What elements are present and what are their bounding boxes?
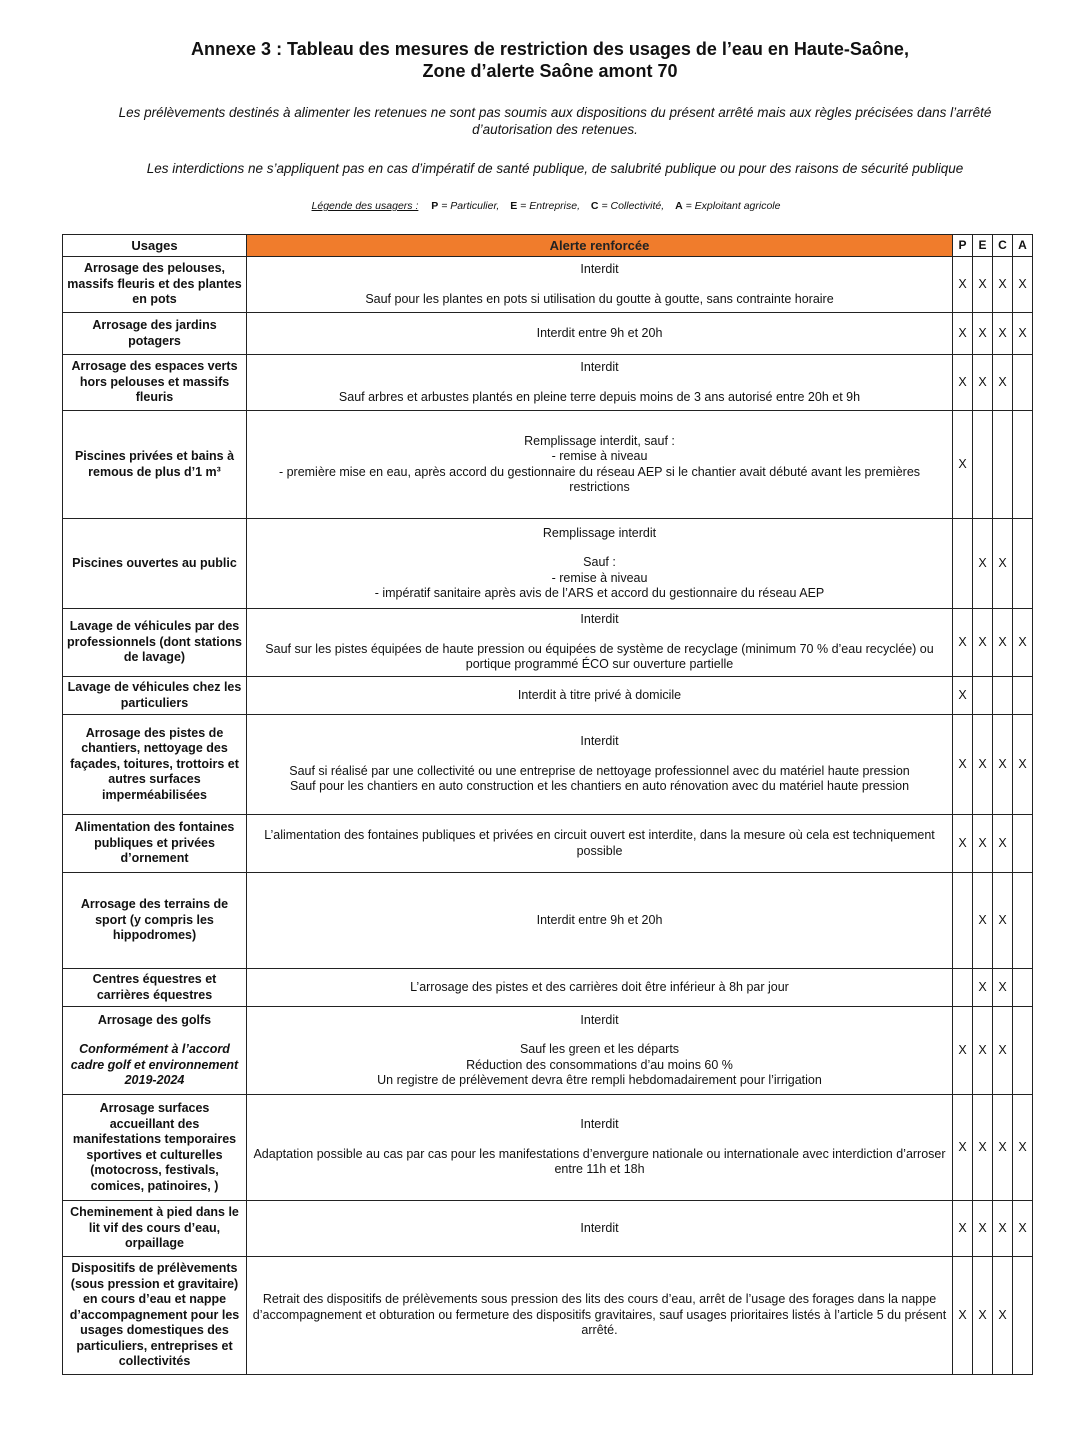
- mark-e: X: [973, 257, 993, 313]
- legend-item-collectivite: C = Collectivité,: [590, 200, 665, 212]
- usage-cell: Arrosage des espaces verts hors pelouses et massifs fleuris: [63, 355, 247, 411]
- mark-c: X: [993, 969, 1013, 1007]
- measure-line: Interdit: [580, 360, 619, 374]
- mark-p: X: [953, 1007, 973, 1095]
- mark-a: X: [1013, 313, 1033, 355]
- usage-cell: Piscines privées et bains à remous de plus d’1 m³: [63, 411, 247, 519]
- header-usages: Usages: [63, 235, 247, 257]
- usage-cell: Arrosage des pelouses, massifs fleuris et des plantes en pots: [63, 257, 247, 313]
- mark-e: X: [973, 969, 993, 1007]
- mark-p: X: [953, 1095, 973, 1201]
- mark-p: X: [953, 609, 973, 677]
- mark-c: [993, 677, 1013, 715]
- usage-cell: Lavage de véhicules par des professionnels (dont stations de lavage): [63, 609, 247, 677]
- table-row: [63, 355, 1033, 411]
- title-line-1: Annexe 3 : Tableau des mesures de restriction des usages de l’eau en Haute-Saône,: [191, 39, 909, 59]
- table-header-row: [63, 235, 1033, 257]
- restrictions-table: [62, 234, 1033, 1375]
- mark-a: [1013, 519, 1033, 609]
- mark-p: X: [953, 1257, 973, 1375]
- mark-e: [973, 411, 993, 519]
- measure-cell: [247, 715, 953, 815]
- legend-item-exploitant: A = Exploitant agricole: [675, 200, 781, 212]
- measure-line: Sauf arbres et arbustes plantés en pleine terre depuis moins de 3 ans autorisé entre 20h et 9h: [338, 389, 861, 404]
- mark-e: X: [973, 1201, 993, 1257]
- header-alerte-renforcee: Alerte renforcée: [247, 235, 953, 257]
- header-c: C: [993, 235, 1013, 257]
- page-title: [100, 38, 1000, 82]
- usage-cell: Cheminement à pied dans le lit vif des cours d’eau, orpaillage: [63, 1201, 247, 1257]
- mark-a: X: [1013, 609, 1033, 677]
- usage-cell: Piscines ouvertes au public: [63, 519, 247, 609]
- mark-c: X: [993, 519, 1013, 609]
- usage-cell: Arrosage surfaces accueillant des manifestations temporaires sportives et culturelles (motocross, festivals, comices, patinoires, ): [63, 1095, 247, 1201]
- measure-line: Réduction des consommations d’au moins 60 %: [466, 1057, 733, 1072]
- mark-c: X: [993, 313, 1013, 355]
- table-row: [63, 873, 1033, 969]
- mark-a: [1013, 873, 1033, 969]
- mark-e: X: [973, 355, 993, 411]
- mark-p: [953, 519, 973, 609]
- mark-c: X: [993, 873, 1013, 969]
- measure-cell: [247, 969, 953, 1007]
- table-row: [63, 411, 1033, 519]
- usage-cell: Alimentation des fontaines publiques et privées d’ornement: [63, 815, 247, 873]
- measure-line: - impératif sanitaire après avis de l’ARS et accord du gestionnaire du réseau AEP: [374, 586, 825, 600]
- measure-cell: [247, 815, 953, 873]
- mark-a: [1013, 677, 1033, 715]
- measure-line: - première mise en eau, après accord du gestionnaire du réseau AEP si le chantier avait débuté avant les premières restrictions: [278, 464, 921, 494]
- measure-line: Interdit: [580, 734, 619, 749]
- usage-cell: Arrosage des terrains de sport (y compris les hippodromes): [63, 873, 247, 969]
- legend-item-particulier: P = Particulier,: [431, 200, 500, 212]
- measure-line: Interdit: [580, 612, 619, 627]
- mark-p: X: [953, 355, 973, 411]
- mark-a: [1013, 1007, 1033, 1095]
- measure-line: L’alimentation des fontaines publiques et privées en circuit ouvert est interdite, dans la mesure où cela est techniquement possible: [264, 828, 935, 858]
- legend-item-entreprise: E = Entreprise,: [510, 200, 580, 212]
- usage-cell: Dispositifs de prélèvements (sous pression et gravitaire) en cours d’eau et nappe d’accompagnement pour les usages domestiques des particuliers, entreprises et collectivités: [63, 1257, 247, 1375]
- legend-title: Légende des usagers :: [311, 200, 419, 212]
- table-row: [63, 1201, 1033, 1257]
- mark-e: X: [973, 1007, 993, 1095]
- table-row: [63, 609, 1033, 677]
- measure-line: Sauf si réalisé par une collectivité ou une entreprise de nettoyage professionnel avec du matériel haute pression: [289, 763, 910, 778]
- mark-e: X: [973, 313, 993, 355]
- header-e: E: [973, 235, 993, 257]
- mark-c: X: [993, 1095, 1013, 1201]
- measure-line: Interdit: [580, 1012, 619, 1027]
- measure-line: Sauf pour les chantiers en auto construction et les chantiers en auto rénovation avec du matériel haute pression: [289, 779, 910, 794]
- mark-c: X: [993, 715, 1013, 815]
- mark-p: X: [953, 411, 973, 519]
- mark-a: [1013, 815, 1033, 873]
- measure-line: Remplissage interdit: [542, 525, 657, 540]
- table-row: [63, 1007, 1033, 1095]
- table-row: [63, 969, 1033, 1007]
- table-row: [63, 815, 1033, 873]
- table-row: [63, 257, 1033, 313]
- measure-line: Interdit à titre privé à domicile: [517, 687, 682, 702]
- mark-e: X: [973, 1095, 993, 1201]
- users-legend: [150, 200, 950, 212]
- table-row: [63, 1257, 1033, 1375]
- measure-line: L’arrosage des pistes et des carrières doit être inférieur à 8h par jour: [410, 979, 789, 994]
- measure-cell: [247, 355, 953, 411]
- measure-line: Un registre de prélèvement devra être rempli hebdomadairement pour l’irrigation: [377, 1073, 822, 1087]
- usage-cell: [63, 1007, 247, 1095]
- measure-cell: [247, 411, 953, 519]
- mark-e: X: [973, 815, 993, 873]
- usage-title: Arrosage des golfs: [97, 1012, 212, 1027]
- measure-line: Interdit: [580, 1117, 619, 1132]
- mark-a: X: [1013, 1095, 1033, 1201]
- measure-line: Sauf les green et les départs: [519, 1042, 680, 1056]
- header-a: A: [1013, 235, 1033, 257]
- table-row: [63, 313, 1033, 355]
- measure-line: Interdit entre 9h et 20h: [536, 912, 663, 927]
- measure-line: Interdit: [580, 1220, 619, 1235]
- mark-a: X: [1013, 1201, 1033, 1257]
- mark-c: X: [993, 1257, 1013, 1375]
- mark-e: X: [973, 1257, 993, 1375]
- mark-a: X: [1013, 257, 1033, 313]
- measure-cell: [247, 1007, 953, 1095]
- measure-line: Sauf pour les plantes en pots si utilisation du goutte à goutte, sans contrainte horaire: [365, 291, 834, 306]
- usage-cell: Lavage de véhicules chez les particuliers: [63, 677, 247, 715]
- measure-cell: [247, 1095, 953, 1201]
- retenues-note: [80, 104, 1030, 138]
- exceptions-note: Les interdictions ne s’appliquent pas en cas d’impératif de santé publique, de salubrité publique ou pour des raisons de sécurité publique: [146, 161, 964, 176]
- mark-e: X: [973, 609, 993, 677]
- retenues-note-line-2: d’autorisation des retenues.: [472, 122, 638, 137]
- title-line-2: Zone d’alerte Saône amont 70: [422, 61, 678, 81]
- mark-a: [1013, 969, 1033, 1007]
- usage-cell: Arrosage des pistes de chantiers, nettoyage des façades, toitures, trottoirs et autres surfaces imperméabilisées: [63, 715, 247, 815]
- measure-line: Remplissage interdit, sauf :: [524, 433, 675, 448]
- mark-a: [1013, 355, 1033, 411]
- mark-a: [1013, 411, 1033, 519]
- measure-line: Interdit entre 9h et 20h: [536, 325, 663, 340]
- mark-c: [993, 411, 1013, 519]
- mark-p: [953, 873, 973, 969]
- table-row: [63, 677, 1033, 715]
- measure-line: Retrait des dispositifs de prélèvements sous pression des lits des cours d’eau, arrêt de l’usage des forages dans la nappe d’accompagnement et obturation ou fermeture des dispositifs gravitaires, sauf usages prioritaires listés à l’article 5 du présent arrêté.: [252, 1292, 947, 1338]
- usage-subtitle: Conformément à l’accord cadre golf et environnement 2019-2024: [70, 1042, 239, 1087]
- mark-c: X: [993, 815, 1013, 873]
- measure-cell: [247, 519, 953, 609]
- mark-c: X: [993, 355, 1013, 411]
- measure-line: Interdit: [580, 262, 619, 276]
- mark-c: X: [993, 257, 1013, 313]
- measure-line: Sauf sur les pistes équipées de haute pression ou équipées de système de recyclage (minimum 70 % d’eau recyclée) ou portique programmé ÉCO sur ouverture partielle: [265, 641, 934, 672]
- measure-cell: [247, 609, 953, 677]
- mark-p: X: [953, 257, 973, 313]
- table-row: [63, 715, 1033, 815]
- mark-p: X: [953, 715, 973, 815]
- retenues-note-line-1: Les prélèvements destinés à alimenter les retenues ne sont pas soumis aux dispositions du présent arrêté mais aux règles précisées dans l’arrêté: [118, 105, 992, 120]
- mark-e: X: [973, 873, 993, 969]
- mark-c: X: [993, 609, 1013, 677]
- measure-cell: [247, 873, 953, 969]
- mark-a: X: [1013, 715, 1033, 815]
- mark-p: X: [953, 677, 973, 715]
- mark-c: X: [993, 1201, 1013, 1257]
- usage-cell: Centres équestres et carrières équestres: [63, 969, 247, 1007]
- measure-cell: [247, 313, 953, 355]
- mark-c: X: [993, 1007, 1013, 1095]
- mark-p: X: [953, 1201, 973, 1257]
- measure-line: Sauf :: [583, 555, 616, 569]
- measure-line: Adaptation possible au cas par cas pour les manifestations d’envergure nationale ou internationale avec interdiction d’arroser entre 11h et 18h: [253, 1146, 946, 1177]
- measure-line: - remise à niveau: [551, 570, 648, 585]
- header-p: P: [953, 235, 973, 257]
- mark-e: [973, 677, 993, 715]
- measure-cell: [247, 677, 953, 715]
- measure-line: - remise à niveau: [551, 449, 648, 463]
- mark-p: X: [953, 313, 973, 355]
- measure-cell: [247, 257, 953, 313]
- measure-cell: [247, 1257, 953, 1375]
- mark-e: X: [973, 519, 993, 609]
- measure-cell: [247, 1201, 953, 1257]
- mark-a: [1013, 1257, 1033, 1375]
- mark-e: X: [973, 715, 993, 815]
- table-row: [63, 1095, 1033, 1201]
- table-row: [63, 519, 1033, 609]
- usage-cell: Arrosage des jardins potagers: [63, 313, 247, 355]
- mark-p: [953, 969, 973, 1007]
- mark-p: X: [953, 815, 973, 873]
